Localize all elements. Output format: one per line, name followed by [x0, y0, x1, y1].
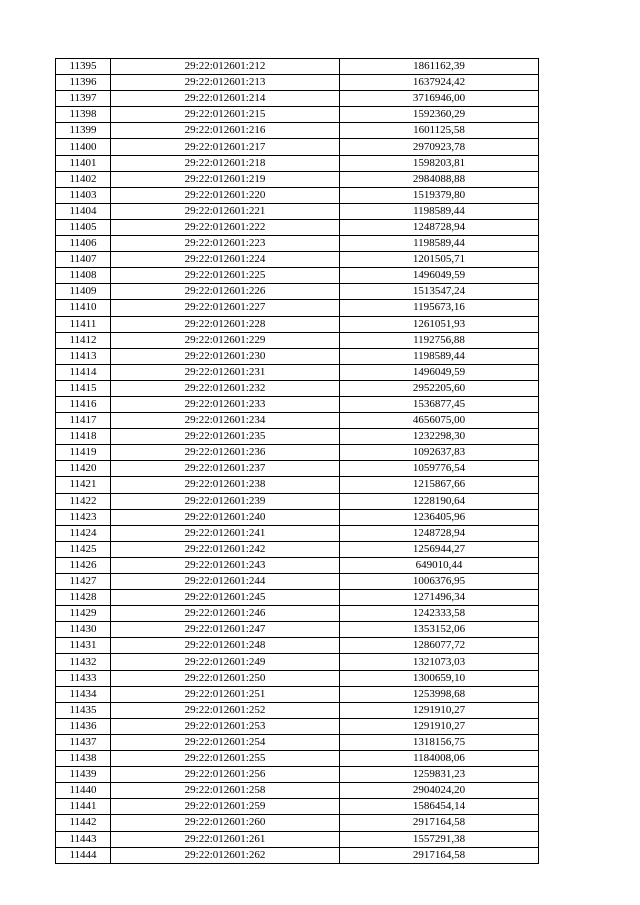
cadastral-value-cell: 2917164,58	[340, 815, 539, 831]
cadastral-value-cell: 1318156,75	[340, 734, 539, 750]
row-number-cell: 11429	[56, 606, 111, 622]
cadastral-number-cell: 29:22:012601:226	[111, 284, 340, 300]
cadastral-number-cell: 29:22:012601:233	[111, 396, 340, 412]
cadastral-number-cell: 29:22:012601:231	[111, 364, 340, 380]
cadastral-number-cell: 29:22:012601:228	[111, 316, 340, 332]
table-row	[56, 107, 539, 123]
cadastral-number-cell: 29:22:012601:254	[111, 734, 340, 750]
row-number-cell: 11425	[56, 541, 111, 557]
cadastral-value-cell: 1513547,24	[340, 284, 539, 300]
cadastral-number-cell: 29:22:012601:250	[111, 670, 340, 686]
row-number-cell: 11404	[56, 203, 111, 219]
table-row	[56, 751, 539, 767]
row-number-cell: 11397	[56, 91, 111, 107]
table-row	[56, 380, 539, 396]
cadastral-value-cell: 1092637,83	[340, 445, 539, 461]
cadastral-value-cell: 1557291,38	[340, 831, 539, 847]
cadastral-value-cell: 1592360,29	[340, 107, 539, 123]
table-row	[56, 461, 539, 477]
row-number-cell: 11402	[56, 171, 111, 187]
cadastral-value-cell: 3716946,00	[340, 91, 539, 107]
row-number-cell: 11422	[56, 493, 111, 509]
table-row	[56, 477, 539, 493]
cadastral-number-cell: 29:22:012601:218	[111, 155, 340, 171]
row-number-cell: 11428	[56, 590, 111, 606]
table-row	[56, 541, 539, 557]
table-row	[56, 718, 539, 734]
cadastral-value-cell: 2904024,20	[340, 783, 539, 799]
cadastral-number-cell: 29:22:012601:214	[111, 91, 340, 107]
cadastral-value-cell: 1006376,95	[340, 574, 539, 590]
row-number-cell: 11430	[56, 622, 111, 638]
cadastral-number-cell: 29:22:012601:244	[111, 574, 340, 590]
cadastral-number-cell: 29:22:012601:239	[111, 493, 340, 509]
cadastral-value-cell: 1228190,64	[340, 493, 539, 509]
table-row	[56, 557, 539, 573]
cadastral-value-cell: 4656075,00	[340, 413, 539, 429]
row-number-cell: 11406	[56, 236, 111, 252]
table-row	[56, 734, 539, 750]
cadastral-number-cell: 29:22:012601:262	[111, 847, 340, 863]
cadastral-value-cell: 1291910,27	[340, 702, 539, 718]
cadastral-number-cell: 29:22:012601:238	[111, 477, 340, 493]
row-number-cell: 11443	[56, 831, 111, 847]
cadastral-number-cell: 29:22:012601:261	[111, 831, 340, 847]
cadastral-number-cell: 29:22:012601:258	[111, 783, 340, 799]
table-row	[56, 139, 539, 155]
table-row	[56, 171, 539, 187]
row-number-cell: 11409	[56, 284, 111, 300]
row-number-cell: 11426	[56, 557, 111, 573]
cadastral-value-cell: 1253998,68	[340, 686, 539, 702]
row-number-cell: 11401	[56, 155, 111, 171]
table-row	[56, 445, 539, 461]
table-row	[56, 509, 539, 525]
table-row	[56, 252, 539, 268]
cadastral-value-cell: 1198589,44	[340, 348, 539, 364]
cadastral-number-cell: 29:22:012601:227	[111, 300, 340, 316]
table-row	[56, 219, 539, 235]
cadastral-value-cell: 1259831,23	[340, 767, 539, 783]
cadastral-value-cell: 1248728,94	[340, 219, 539, 235]
cadastral-value-cell: 1353152,06	[340, 622, 539, 638]
cadastral-value-cell: 1242333,58	[340, 606, 539, 622]
cadastral-number-cell: 29:22:012601:220	[111, 187, 340, 203]
cadastral-value-cell: 1586454,14	[340, 799, 539, 815]
row-number-cell: 11435	[56, 702, 111, 718]
cadastral-number-cell: 29:22:012601:235	[111, 429, 340, 445]
row-number-cell: 11423	[56, 509, 111, 525]
cadastral-number-cell: 29:22:012601:224	[111, 252, 340, 268]
row-number-cell: 11417	[56, 413, 111, 429]
cadastral-value-cell: 1519379,80	[340, 187, 539, 203]
cadastral-number-cell: 29:22:012601:234	[111, 413, 340, 429]
row-number-cell: 11442	[56, 815, 111, 831]
cadastral-value-cell: 1321073,03	[340, 654, 539, 670]
row-number-cell: 11431	[56, 638, 111, 654]
cadastral-value-cell: 2952205,60	[340, 380, 539, 396]
row-number-cell: 11441	[56, 799, 111, 815]
row-number-cell: 11433	[56, 670, 111, 686]
row-number-cell: 11440	[56, 783, 111, 799]
row-number-cell: 11432	[56, 654, 111, 670]
table-row	[56, 654, 539, 670]
cadastral-value-cell: 1286077,72	[340, 638, 539, 654]
row-number-cell: 11418	[56, 429, 111, 445]
row-number-cell: 11412	[56, 332, 111, 348]
cadastral-number-cell: 29:22:012601:223	[111, 236, 340, 252]
table-row	[56, 686, 539, 702]
row-number-cell: 11403	[56, 187, 111, 203]
row-number-cell: 11421	[56, 477, 111, 493]
table-row	[56, 332, 539, 348]
row-number-cell: 11411	[56, 316, 111, 332]
cadastral-number-cell: 29:22:012601:251	[111, 686, 340, 702]
cadastral-number-cell: 29:22:012601:249	[111, 654, 340, 670]
table-row	[56, 284, 539, 300]
row-number-cell: 11400	[56, 139, 111, 155]
cadastral-value-cell: 2984088,88	[340, 171, 539, 187]
cadastral-number-cell: 29:22:012601:237	[111, 461, 340, 477]
cadastral-number-cell: 29:22:012601:216	[111, 123, 340, 139]
table-row	[56, 767, 539, 783]
cadastral-number-cell: 29:22:012601:213	[111, 75, 340, 91]
table-row	[56, 91, 539, 107]
cadastral-value-cell: 2970923,78	[340, 139, 539, 155]
cadastral-number-cell: 29:22:012601:242	[111, 541, 340, 557]
cadastral-value-cell: 1291910,27	[340, 718, 539, 734]
cadastral-number-cell: 29:22:012601:217	[111, 139, 340, 155]
table-row	[56, 203, 539, 219]
cadastral-number-cell: 29:22:012601:215	[111, 107, 340, 123]
cadastral-value-cell: 1601125,58	[340, 123, 539, 139]
row-number-cell: 11398	[56, 107, 111, 123]
row-number-cell: 11419	[56, 445, 111, 461]
row-number-cell: 11416	[56, 396, 111, 412]
cadastral-number-cell: 29:22:012601:246	[111, 606, 340, 622]
cadastral-number-cell: 29:22:012601:225	[111, 268, 340, 284]
table-row	[56, 815, 539, 831]
row-number-cell: 11436	[56, 718, 111, 734]
cadastral-value-cell: 649010,44	[340, 557, 539, 573]
table-row	[56, 413, 539, 429]
row-number-cell: 11413	[56, 348, 111, 364]
cadastral-value-table	[55, 58, 539, 864]
table-row	[56, 59, 539, 75]
table-row	[56, 638, 539, 654]
table-row	[56, 155, 539, 171]
cadastral-value-cell: 1248728,94	[340, 525, 539, 541]
cadastral-number-cell: 29:22:012601:222	[111, 219, 340, 235]
cadastral-value-cell: 1271496,34	[340, 590, 539, 606]
row-number-cell: 11427	[56, 574, 111, 590]
table-row	[56, 622, 539, 638]
row-number-cell: 11396	[56, 75, 111, 91]
cadastral-value-cell: 1215867,66	[340, 477, 539, 493]
cadastral-number-cell: 29:22:012601:212	[111, 59, 340, 75]
cadastral-value-cell: 2917164,58	[340, 847, 539, 863]
cadastral-value-cell: 1198589,44	[340, 236, 539, 252]
cadastral-number-cell: 29:22:012601:240	[111, 509, 340, 525]
cadastral-value-cell: 1300659,10	[340, 670, 539, 686]
cadastral-number-cell: 29:22:012601:245	[111, 590, 340, 606]
table-row	[56, 348, 539, 364]
table-row	[56, 316, 539, 332]
table-row	[56, 493, 539, 509]
cadastral-value-cell: 1232298,30	[340, 429, 539, 445]
table-row	[56, 429, 539, 445]
cadastral-value-cell: 1261051,93	[340, 316, 539, 332]
row-number-cell: 11395	[56, 59, 111, 75]
table-row	[56, 123, 539, 139]
cadastral-value-cell: 1236405,96	[340, 509, 539, 525]
row-number-cell: 11438	[56, 751, 111, 767]
cadastral-value-cell: 1184008,06	[340, 751, 539, 767]
cadastral-number-cell: 29:22:012601:256	[111, 767, 340, 783]
row-number-cell: 11410	[56, 300, 111, 316]
table-row	[56, 525, 539, 541]
table-row	[56, 783, 539, 799]
cadastral-number-cell: 29:22:012601:259	[111, 799, 340, 815]
cadastral-value-cell: 1201505,71	[340, 252, 539, 268]
row-number-cell: 11407	[56, 252, 111, 268]
table-row	[56, 75, 539, 91]
table-row	[56, 364, 539, 380]
cadastral-number-cell: 29:22:012601:248	[111, 638, 340, 654]
table-row	[56, 847, 539, 863]
cadastral-value-cell: 1059776,54	[340, 461, 539, 477]
table-row	[56, 590, 539, 606]
table-row	[56, 670, 539, 686]
cadastral-number-cell: 29:22:012601:252	[111, 702, 340, 718]
table-row	[56, 606, 539, 622]
cadastral-number-cell: 29:22:012601:255	[111, 751, 340, 767]
table-row	[56, 268, 539, 284]
cadastral-value-cell: 1598203,81	[340, 155, 539, 171]
cadastral-value-cell: 1192756,88	[340, 332, 539, 348]
cadastral-value-cell: 1637924,42	[340, 75, 539, 91]
cadastral-value-cell: 1536877,45	[340, 396, 539, 412]
cadastral-number-cell: 29:22:012601:230	[111, 348, 340, 364]
cadastral-number-cell: 29:22:012601:219	[111, 171, 340, 187]
cadastral-value-cell: 1195673,16	[340, 300, 539, 316]
row-number-cell: 11414	[56, 364, 111, 380]
cadastral-number-cell: 29:22:012601:232	[111, 380, 340, 396]
table-row	[56, 702, 539, 718]
cadastral-number-cell: 29:22:012601:221	[111, 203, 340, 219]
row-number-cell: 11424	[56, 525, 111, 541]
cadastral-number-cell: 29:22:012601:260	[111, 815, 340, 831]
cadastral-number-cell: 29:22:012601:247	[111, 622, 340, 638]
row-number-cell: 11399	[56, 123, 111, 139]
cadastral-number-cell: 29:22:012601:253	[111, 718, 340, 734]
row-number-cell: 11434	[56, 686, 111, 702]
table-row	[56, 831, 539, 847]
table-body	[56, 59, 539, 864]
row-number-cell: 11415	[56, 380, 111, 396]
cadastral-value-cell: 1496049,59	[340, 364, 539, 380]
cadastral-value-cell: 1256944,27	[340, 541, 539, 557]
table-row	[56, 574, 539, 590]
table-row	[56, 187, 539, 203]
row-number-cell: 11420	[56, 461, 111, 477]
cadastral-value-cell: 1496049,59	[340, 268, 539, 284]
cadastral-number-cell: 29:22:012601:241	[111, 525, 340, 541]
cadastral-value-cell: 1861162,39	[340, 59, 539, 75]
row-number-cell: 11405	[56, 219, 111, 235]
cadastral-number-cell: 29:22:012601:243	[111, 557, 340, 573]
cadastral-number-cell: 29:22:012601:236	[111, 445, 340, 461]
table-row	[56, 236, 539, 252]
cadastral-number-cell: 29:22:012601:229	[111, 332, 340, 348]
cadastral-value-cell: 1198589,44	[340, 203, 539, 219]
row-number-cell: 11439	[56, 767, 111, 783]
row-number-cell: 11408	[56, 268, 111, 284]
table-row	[56, 300, 539, 316]
row-number-cell: 11437	[56, 734, 111, 750]
row-number-cell: 11444	[56, 847, 111, 863]
table-row	[56, 396, 539, 412]
table-row	[56, 799, 539, 815]
